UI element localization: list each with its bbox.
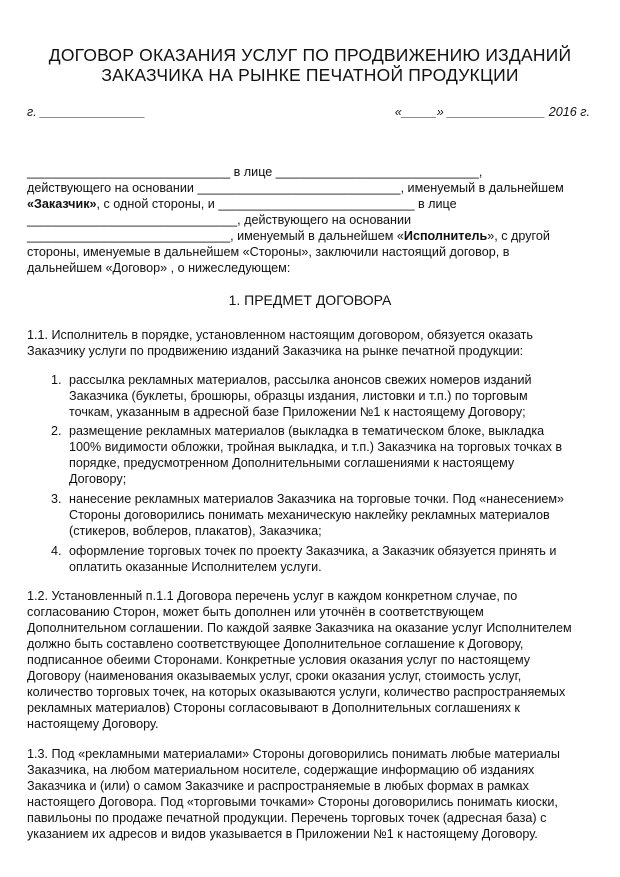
list-item-2-line: 100% видимости обложки, тройная выкладка, и т.п.) Заказчика на торговых точках в [69, 440, 563, 454]
list-item-4-line: оформление торговых точек по проекту Заказчика, а Заказчик обязуется принять и [69, 544, 557, 558]
preamble-text: _____________________________, именуемый в дальнейшем « [27, 229, 404, 243]
preamble-line [27, 229, 550, 244]
preamble-line: ______________________________, действующего на основании [27, 213, 412, 227]
clause-1-2-line: Договору (наименования оказываемых услуг, сроки оказания услуг, стоимость услуг, [27, 669, 522, 683]
list-item-1-line: рассылка рекламных материалов, рассылка анонсов свежих номеров изданий [69, 373, 532, 387]
clause-1-3-line: Заказчика и (или) о самом Заказчике и распространяемые в любых формах в рамках [27, 779, 529, 793]
preamble-line [27, 197, 457, 212]
clause-1-2-line: количество торговых точек, на которых оказываются услуги, количество распространяемых [27, 685, 566, 699]
preamble-text: , с одной стороны, и ____________________________ в лице [96, 197, 457, 211]
clause-1-2-line: рекламных материалов) Стороны согласовывают в Дополнительных соглашениях к [27, 701, 520, 715]
list-item-4-line: оплатить оказанные Исполнителем услуги. [69, 560, 322, 574]
clause-1-3-line: настоящего Договора. Под «торговыми точками» Стороны договорились понимать киоски, [27, 795, 558, 809]
document-title-line-2: ЗАКАЗЧИКА НА РЫНКЕ ПЕЧАТНОЙ ПРОДУКЦИИ [101, 65, 519, 85]
city-field: г. _______________ [27, 105, 146, 119]
list-number: 3. [51, 492, 62, 506]
date-field: «_____» ______________ 2016 г. [394, 105, 590, 119]
preamble-line: _____________________________ в лице _____________________________, [27, 165, 483, 179]
customer-label: «Заказчик» [27, 197, 97, 211]
list-item-3-line: Стороны договорились понимать механическую наклейку рекламных материалов [69, 508, 550, 522]
list-number: 2. [51, 424, 62, 438]
preamble-line: действующего на основании _____________________________, именуемый в дальнейшем [27, 181, 564, 195]
list-item-1-line: Заказчика (буклеты, брошюры, образцы издания, листовки и т.п.) по торговым [69, 389, 528, 403]
document-title-line-1: ДОГОВОР ОКАЗАНИЯ УСЛУГ ПО ПРОДВИЖЕНИЮ ИЗДАНИЙ [48, 45, 572, 65]
clause-1-3-line: павильоны по продаже печатной продукции. Перечень торговых точек (адресная база) с [27, 811, 547, 825]
preamble-line: стороны, именуемые в дальнейшем «Стороны», заключили настоящий договор, в [27, 245, 510, 259]
list-number: 1. [51, 373, 62, 387]
clause-1-2-line: согласованию Сторон, может быть дополнен или уточнён в соответствующем [27, 605, 484, 619]
preamble-text: », с другой [487, 229, 550, 243]
section-heading: 1. ПРЕДМЕТ ДОГОВОРА [228, 292, 392, 308]
clause-1-2-line: настоящему Договору. [27, 717, 159, 731]
clause-1-2-line: должно быть составлено соответствующее Дополнительное соглашение к Договору, [27, 637, 524, 651]
clause-1-1-line: Заказчику услуги по продвижению изданий Заказчика на рынке печатной продукции: [27, 344, 524, 358]
clause-1-3-line: указанием их адресов и видов указывается в Приложении №1 к настоящему Договору. [27, 827, 538, 841]
list-number: 4. [51, 544, 62, 558]
preamble-line: дальнейшем «Договор» , о нижеследующем: [27, 261, 291, 275]
clause-1-3-line: Заказчика, на любом материальном носителе, содержащие информацию об изданиях [27, 763, 535, 777]
clause-1-2-line: подписанное обеими Сторонами. Конкретные условия оказания услуг по настоящему [27, 653, 531, 667]
list-item-2-line: порядке, предусмотренном Дополнительными соглашениями к настоящему [69, 456, 515, 470]
clause-1-3-line: 1.3. Под «рекламными материалами» Стороны договорились понимать любые материалы [27, 747, 560, 761]
clause-1-2-line: Дополнительном соглашении. По каждой заявке Заказчика на оказание услуг Исполнителем [27, 621, 572, 635]
contractor-label: Исполнитель [403, 229, 488, 243]
list-item-2-line: Договору; [69, 472, 127, 486]
list-item-1-line: точкам, указанным в адресной базе Приложении №1 к настоящему Договору; [69, 405, 526, 419]
clause-1-2-line: 1.2. Установленный п.1.1 Договора перечень услуг в каждом конкретном случае, по [27, 589, 518, 603]
list-item-3-line: нанесение рекламных материалов Заказчика на торговые точки. Под «нанесением» [69, 492, 565, 506]
list-item-3-line: (стикеров, воблеров, плакатов), Заказчика; [69, 524, 322, 538]
clause-1-1-line: 1.1. Исполнитель в порядке, установленном настоящим договором, обязуется оказать [27, 328, 533, 342]
list-item-2-line: размещение рекламных материалов (выкладка в тематическом блоке, выкладка [69, 424, 545, 438]
